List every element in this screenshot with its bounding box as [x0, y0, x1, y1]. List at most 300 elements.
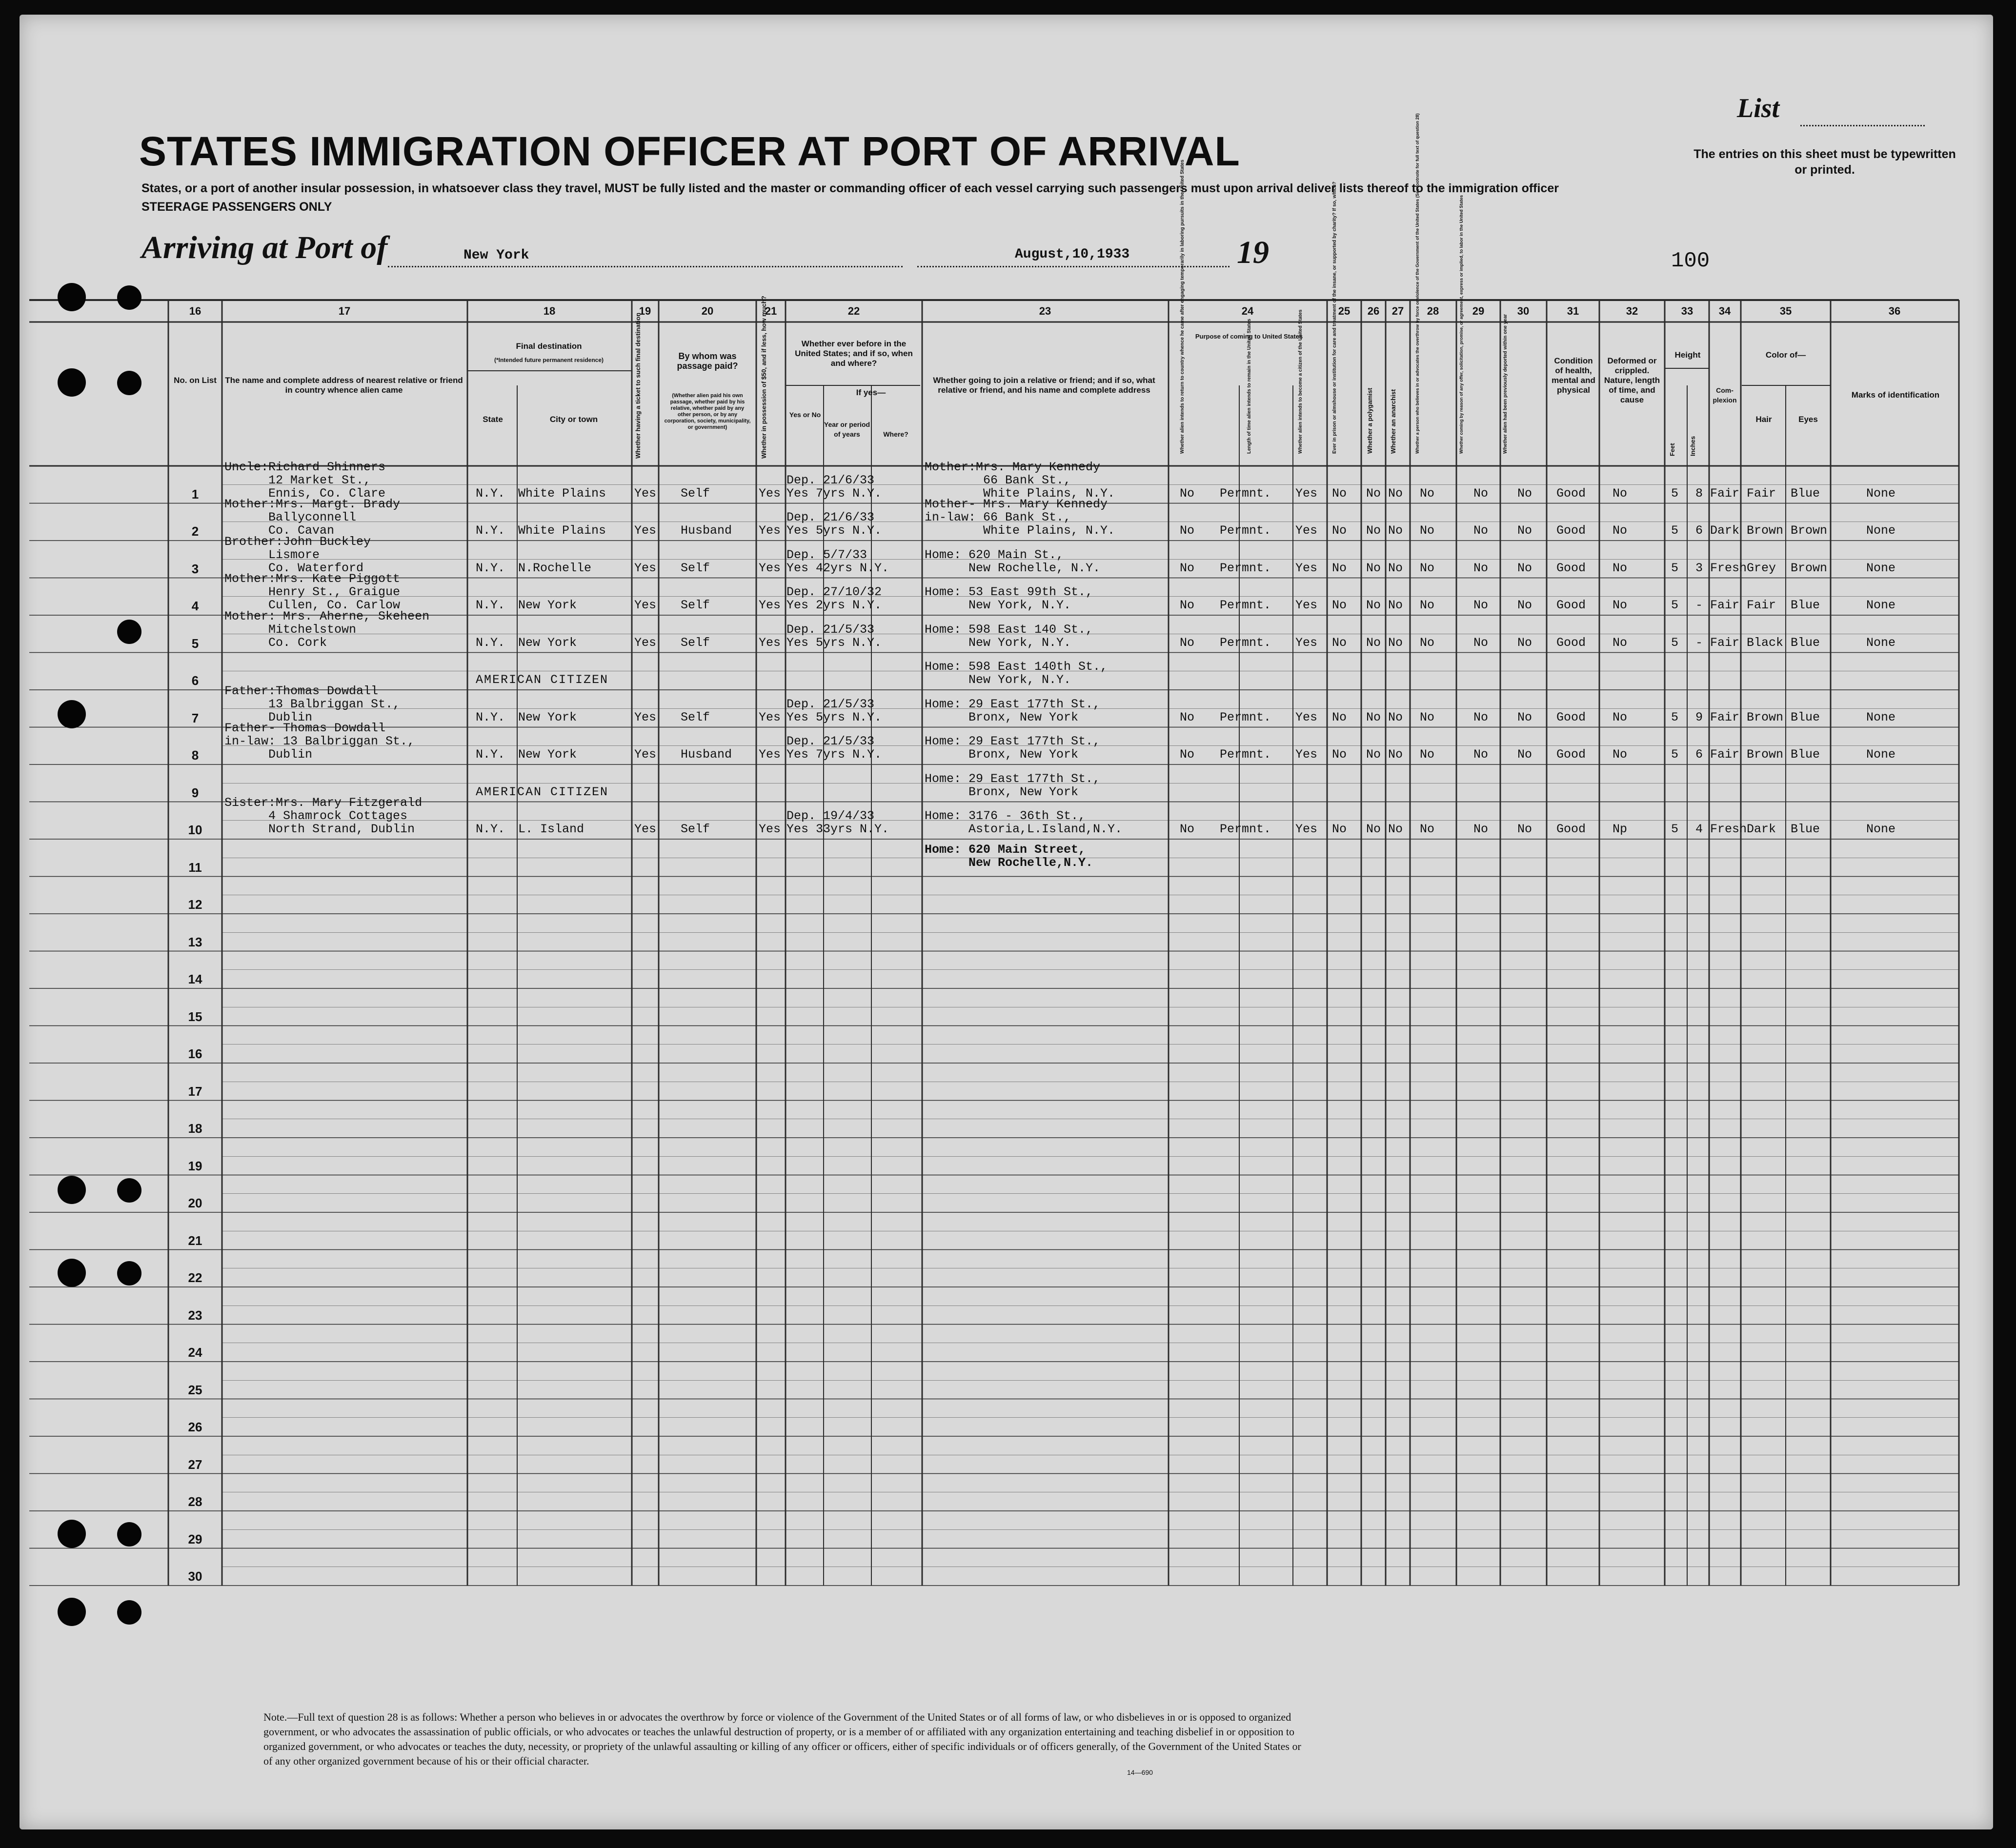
city-cell: L. Island	[518, 822, 585, 836]
citizen-intent-cell: Yes	[1295, 486, 1318, 501]
q29-cell: No	[1473, 486, 1489, 501]
joining-cell: Home: 598 East 140 St., New York, N.Y.	[925, 622, 1093, 650]
relative-cell: Uncle:Richard Shinners 12 Market St., Ennis, Co. Clare	[224, 460, 386, 501]
state-cell: N.Y.	[476, 598, 505, 612]
q29-cell: No	[1473, 710, 1489, 724]
row-number: 4	[191, 599, 199, 613]
marks-cell: None	[1866, 635, 1896, 650]
city-cell: White Plains	[518, 523, 606, 538]
header-feet: Feet	[1669, 443, 1676, 456]
prison-cell: No	[1332, 561, 1347, 575]
row-number: 20	[188, 1196, 202, 1210]
marks-cell: None	[1866, 822, 1896, 836]
complexion-cell: Fair	[1710, 486, 1740, 501]
column-number: 23	[1039, 305, 1051, 317]
column-number: 18	[543, 305, 556, 317]
inches-cell: -	[1695, 598, 1703, 612]
state-cell: N.Y.	[476, 561, 505, 575]
return-cell: No	[1180, 635, 1195, 650]
header-passage-paid: By whom was passage paid?	[677, 351, 738, 371]
state-cell: N.Y.	[476, 523, 505, 538]
column-number: 30	[1517, 305, 1530, 317]
header-where: Where?	[883, 430, 908, 438]
arriving-label: Arriving at Port of	[141, 230, 388, 265]
inches-cell: 8	[1695, 486, 1703, 501]
punch-hole	[58, 1259, 86, 1287]
ticket-cell: Yes	[634, 523, 657, 538]
header-city: City or town	[549, 415, 598, 424]
class-line: STEERAGE PASSENGERS ONLY	[141, 200, 332, 214]
header-if-yes: If yes—	[856, 388, 886, 397]
punch-hole	[117, 1261, 141, 1286]
return-cell: No	[1180, 523, 1195, 538]
feet-cell: 5	[1671, 710, 1679, 724]
before-cell: Dep. 21/5/33 Yes 5yrs N.Y.	[786, 622, 882, 650]
row-number: 13	[188, 934, 202, 949]
health-cell: Good	[1556, 523, 1586, 538]
port-value: New York	[464, 248, 529, 263]
health-cell: Good	[1556, 747, 1586, 762]
row-number: 26	[188, 1420, 202, 1434]
inches-cell: -	[1695, 635, 1703, 650]
feet-cell: 5	[1671, 486, 1679, 501]
marks-cell: None	[1866, 747, 1896, 762]
q28-cell: No	[1420, 635, 1435, 650]
header-deformed: Deformed or crippled. Nature, length of time, and cause	[1604, 356, 1660, 404]
deformed-cell: No	[1613, 561, 1628, 575]
passage-paid-cell: Self	[681, 710, 710, 724]
row-number: 7	[191, 710, 199, 725]
column-number: 19	[639, 305, 651, 317]
complexion-cell: Fair	[1710, 747, 1740, 762]
punch-hole	[58, 283, 86, 311]
q28-cell: No	[1420, 523, 1435, 538]
eyes-cell: Brown	[1791, 523, 1828, 538]
row-number: 21	[188, 1233, 202, 1248]
header-final-destination-note: (*Intended future permanent residence)	[494, 357, 604, 363]
row-number: 29	[188, 1531, 202, 1547]
hair-cell: Brown	[1747, 747, 1784, 762]
city-cell: N.Rochelle	[518, 561, 592, 575]
hair-cell: Brown	[1747, 523, 1784, 538]
feet-cell: 5	[1671, 523, 1679, 538]
row-number: 19	[188, 1158, 202, 1173]
punch-hole	[117, 371, 141, 395]
punch-hole	[117, 1600, 141, 1625]
header-eyes: Eyes	[1798, 415, 1818, 424]
state-cell: N.Y.	[476, 635, 505, 650]
relative-cell: Mother:Mrs. Kate Piggott Henry St., Graigue Cullen, Co. Carlow	[224, 572, 401, 612]
ticket-cell: Yes	[634, 747, 657, 762]
city-cell: New York	[518, 710, 577, 724]
joining-cell: Mother- Mrs. Mary Kennedy in-law: 66 Bank St., White Plains, N.Y.	[925, 497, 1115, 538]
marks-cell: None	[1866, 710, 1896, 724]
length-stay-cell: Permnt.	[1220, 598, 1271, 612]
health-cell: Good	[1556, 710, 1586, 724]
row-number: 6	[191, 673, 199, 688]
q30-cell: No	[1517, 747, 1532, 762]
prison-cell: No	[1332, 486, 1347, 501]
form-number: 14—690	[1127, 1768, 1153, 1776]
marks-cell: None	[1866, 523, 1896, 538]
citizen-intent-cell: Yes	[1295, 523, 1318, 538]
polygamist-cell: No	[1366, 598, 1381, 612]
column-number: 24	[1241, 305, 1254, 317]
joining-cell: Home: 29 East 177th St., Bronx, New York	[925, 734, 1101, 762]
feet-cell: 5	[1671, 561, 1679, 575]
health-cell: Good	[1556, 598, 1586, 612]
money-cell: Yes	[759, 822, 781, 836]
polygamist-cell: No	[1366, 486, 1381, 501]
row-number: 2	[191, 524, 199, 539]
header-money: Whether in possession of $50, and if less, how much?	[760, 296, 767, 459]
prison-cell: No	[1332, 523, 1347, 538]
prison-cell: No	[1332, 635, 1347, 650]
punch-hole	[58, 1520, 86, 1548]
passage-paid-cell: Self	[681, 822, 710, 836]
polygamist-cell: No	[1366, 822, 1381, 836]
anarchist-cell: No	[1388, 822, 1403, 836]
row-number: 5	[191, 636, 199, 651]
prison-cell: No	[1332, 598, 1347, 612]
joining-cell: Home: 53 East 99th St., New York, N.Y.	[925, 585, 1093, 612]
row-number: 12	[188, 897, 202, 912]
length-stay-cell: Permnt.	[1220, 635, 1271, 650]
length-stay-cell: Permnt.	[1220, 747, 1271, 762]
punch-hole	[117, 285, 141, 310]
anarchist-cell: No	[1388, 523, 1403, 538]
column-number: 28	[1427, 305, 1439, 317]
anarchist-cell: No	[1388, 561, 1403, 575]
feet-cell: 5	[1671, 822, 1679, 836]
q28-cell: No	[1420, 598, 1435, 612]
relative-cell: Mother:Mrs. Margt. Brady Ballyconnell Co. Cavan	[224, 497, 401, 538]
city-cell: New York	[518, 635, 577, 650]
anarchist-cell: No	[1388, 598, 1403, 612]
citizen-intent-cell: Yes	[1295, 635, 1318, 650]
length-stay-cell: Permnt.	[1220, 822, 1271, 836]
q30-cell: No	[1517, 561, 1532, 575]
length-stay-cell: Permnt.	[1220, 523, 1271, 538]
joining-cell: Home: 598 East 140th St., New York, N.Y.	[925, 660, 1108, 687]
typewritten-note: The entries on this sheet must be typewritten or printed.	[1693, 147, 1956, 177]
hair-cell: Fair	[1747, 598, 1776, 612]
footnote-question-28: Note.—Full text of question 28 is as follows: Whether a person who believes in or advocates the overthrow by force or violence of the Government of the United States or of all forms of law, or who disbelieves in or is opposed to organized government, or who advocates the assassination of public officials, or who advocates or teaches the unlawful destruction of property, or is a member of or affiliated with any organization entertaining and teaching disbelief in or opposition to organized government, or who advocates or teaches the duty, necessity, or propriety of the unlawful assaulting or killing of any officer or officers, either of specific individuals or of officers generally, of the Government of the United States or of any other organized government because of his or their official character.	[263, 1711, 1301, 1767]
eyes-cell: Blue	[1791, 486, 1820, 501]
relative-cell: Father:Thomas Dowdall 13 Balbriggan St., Dublin	[224, 683, 401, 724]
joining-cell: Home: 29 East 177th St., Bronx, New York	[925, 771, 1101, 799]
citizen-intent-cell: Yes	[1295, 747, 1318, 762]
prison-cell: No	[1332, 710, 1347, 724]
row-number: 30	[188, 1569, 202, 1584]
before-cell: Dep. 27/10/32 Yes 2yrs N.Y.	[786, 585, 882, 612]
inches-cell: 9	[1695, 710, 1703, 724]
ticket-cell: Yes	[634, 822, 657, 836]
inches-cell: 6	[1695, 523, 1703, 538]
deformed-cell: No	[1613, 710, 1628, 724]
eyes-cell: Blue	[1791, 635, 1820, 650]
header-before-us: Whether ever before in the United States; and if so, when and where?	[795, 339, 913, 368]
polygamist-cell: No	[1366, 523, 1381, 538]
polygamist-cell: No	[1366, 635, 1381, 650]
row-number: 14	[188, 972, 202, 986]
header-prison	[1332, 341, 1337, 454]
row-number: 18	[188, 1121, 202, 1136]
header-q28	[1415, 337, 1420, 454]
header-q29	[1459, 337, 1464, 454]
eyes-cell: Blue	[1791, 747, 1820, 762]
q29-cell: No	[1473, 523, 1489, 538]
list-label: List	[1737, 93, 1780, 123]
ticket-cell: Yes	[634, 710, 657, 724]
joining-cell: Home: 620 Main St., New Rochelle, N.Y.	[925, 547, 1101, 575]
q29-cell: No	[1473, 635, 1489, 650]
deformed-cell: No	[1613, 747, 1628, 762]
q28-cell: No	[1420, 561, 1435, 575]
anarchist-cell: No	[1388, 747, 1403, 762]
row-number: 3	[191, 561, 199, 576]
city-cell: White Plains	[518, 486, 606, 501]
citizen-intent-cell: Yes	[1295, 561, 1318, 575]
header-purpose-c: Whether alien intends to become a citizen of the United States	[1298, 309, 1303, 454]
complexion-cell: Fair	[1710, 710, 1740, 724]
column-number: 32	[1626, 305, 1638, 317]
q28-cell: No	[1420, 486, 1435, 501]
anarchist-cell: No	[1388, 710, 1403, 724]
q28-cell: No	[1420, 747, 1435, 762]
hair-cell: Grey	[1747, 561, 1776, 575]
state-cell: N.Y.	[476, 747, 505, 762]
hair-cell: Dark	[1747, 822, 1776, 836]
page-title: STATES IMMIGRATION OFFICER AT PORT OF ARRIVAL	[139, 128, 1240, 174]
relative-cell: Sister:Mrs. Mary Fitzgerald 4 Shamrock Cottages North Strand, Dublin	[224, 796, 423, 836]
header-complexion: Com-plexion	[1713, 386, 1737, 404]
row-number: 10	[188, 823, 202, 837]
header-passage-note: (Whether alien paid his own passage, whether paid by his relative, whether paid by any other person, or by any corporation, society, municipality, or government)	[664, 393, 751, 430]
polygamist-cell: No	[1366, 561, 1381, 575]
hair-cell: Black	[1747, 635, 1784, 650]
column-number: 27	[1391, 305, 1404, 317]
relative-cell: Mother: Mrs. Aherne, Skeheen Mitchelstown Co. Cork	[224, 609, 430, 650]
punch-hole	[117, 1522, 141, 1547]
deformed-cell: Np	[1613, 822, 1628, 836]
complexion-cell: Fresh	[1710, 561, 1747, 575]
row-number: 15	[188, 1009, 202, 1024]
deformed-cell: No	[1613, 635, 1628, 650]
row-number: 28	[188, 1494, 202, 1509]
anarchist-cell: No	[1388, 635, 1403, 650]
header-no-on-list: No. on List	[174, 376, 217, 385]
ticket-cell: Yes	[634, 561, 657, 575]
inches-cell: 4	[1695, 822, 1703, 836]
eyes-cell: Blue	[1791, 710, 1820, 724]
length-stay-cell: Permnt.	[1220, 561, 1271, 575]
passage-paid-cell: Husband	[681, 523, 732, 538]
column-number: 34	[1718, 305, 1731, 317]
marks-cell: None	[1866, 486, 1896, 501]
before-cell: Dep. 5/7/33 Yes 42yrs N.Y.	[786, 547, 889, 575]
header-polygamist: Whether a polygamist	[1366, 387, 1373, 454]
complexion-cell: Dark	[1710, 523, 1740, 538]
ticket-cell: Yes	[634, 635, 657, 650]
column-number: 17	[338, 305, 351, 317]
punch-hole	[58, 700, 86, 728]
column-number: 20	[701, 305, 714, 317]
q30-cell: No	[1517, 598, 1532, 612]
city-cell: New York	[518, 598, 577, 612]
century-label: 19	[1237, 235, 1269, 270]
header-anarchist: Whether an anarchist	[1390, 389, 1397, 454]
header-state: State	[483, 415, 503, 424]
complexion-cell: Fresh	[1710, 822, 1747, 836]
health-cell: Good	[1556, 561, 1586, 575]
header-q30: Whether alien had been previously deported within one year	[1503, 314, 1508, 454]
return-cell: No	[1180, 822, 1195, 836]
eyes-cell: Blue	[1791, 598, 1820, 612]
length-stay-cell: Permnt.	[1220, 710, 1271, 724]
q30-cell: No	[1517, 710, 1532, 724]
money-cell: Yes	[759, 523, 781, 538]
health-cell: Good	[1556, 822, 1586, 836]
return-cell: No	[1180, 561, 1195, 575]
q29-cell: No	[1473, 561, 1489, 575]
row-number: 23	[188, 1307, 202, 1323]
row-number: 24	[188, 1345, 202, 1360]
header-yes-no: Yes or No	[789, 411, 821, 419]
feet-cell: 5	[1671, 598, 1679, 612]
money-cell: Yes	[759, 486, 781, 501]
joining-cell: Home: 3176 - 36th St., Astoria,L.Island,N.Y.	[925, 809, 1123, 836]
q29-cell: No	[1473, 598, 1489, 612]
prison-cell: No	[1332, 822, 1347, 836]
q30-cell: No	[1517, 635, 1532, 650]
money-cell: Yes	[759, 561, 781, 575]
row-number: 1	[191, 486, 199, 502]
column-number: 29	[1472, 305, 1485, 317]
return-cell: No	[1180, 747, 1195, 762]
header-purpose: Purpose of coming to United States	[1195, 333, 1303, 340]
passage-paid-cell: Self	[681, 486, 710, 501]
column-number: 33	[1681, 305, 1693, 317]
date-value: August,10,1933	[1015, 247, 1130, 262]
row-number: 27	[188, 1457, 202, 1472]
column-number: 22	[847, 305, 860, 317]
state-cell: N.Y.	[476, 486, 505, 501]
header-health: Condition of health, mental and physical	[1552, 356, 1595, 395]
header-purpose-b: Length of time alien intends to remain in the United States	[1247, 319, 1252, 454]
passage-paid-cell: Self	[681, 635, 710, 650]
column-number: 36	[1888, 305, 1901, 317]
money-cell: Yes	[759, 598, 781, 612]
passage-paid-cell: Self	[681, 598, 710, 612]
state-cell: N.Y.	[476, 710, 505, 724]
row-number: 9	[191, 785, 199, 800]
before-cell: Dep. 21/6/33 Yes 7yrs N.Y.	[786, 473, 882, 501]
header-inches: Inches	[1689, 436, 1696, 456]
state-cell: AMERICAN CITIZEN	[476, 784, 609, 799]
punch-hole	[117, 1178, 141, 1203]
punch-hole	[58, 1176, 86, 1204]
length-stay-cell: Permnt.	[1220, 486, 1271, 501]
row-number: 17	[188, 1084, 202, 1099]
deformed-cell: No	[1613, 523, 1628, 538]
inches-cell: 3	[1695, 561, 1703, 575]
polygamist-cell: No	[1366, 710, 1381, 724]
joining-cell: Mother:Mrs. Mary Kennedy 66 Bank St., White Plains, N.Y.	[925, 460, 1115, 501]
hair-cell: Brown	[1747, 710, 1784, 724]
health-cell: Good	[1556, 486, 1586, 501]
return-cell: No	[1180, 486, 1195, 501]
header-height: Height	[1674, 350, 1701, 360]
deformed-cell: No	[1613, 598, 1628, 612]
column-number: 16	[189, 305, 202, 317]
header-color-of: Color of—	[1765, 350, 1806, 360]
deformed-cell: No	[1613, 486, 1628, 501]
row-number: 22	[188, 1270, 202, 1285]
hair-cell: Fair	[1747, 486, 1776, 501]
money-cell: Yes	[759, 710, 781, 724]
return-cell: No	[1180, 710, 1195, 724]
ticket-cell: Yes	[634, 598, 657, 612]
column-number: 31	[1567, 305, 1579, 317]
money-cell: Yes	[759, 635, 781, 650]
q28-cell: No	[1420, 822, 1435, 836]
feet-cell: 5	[1671, 747, 1679, 762]
q30-cell: No	[1517, 486, 1532, 501]
row-number: 25	[188, 1382, 202, 1397]
before-cell: Dep. 21/5/33 Yes 5yrs N.Y.	[786, 697, 882, 724]
column-number: 21	[765, 305, 777, 317]
marks-cell: None	[1866, 598, 1896, 612]
complexion-cell: Fair	[1710, 598, 1740, 612]
before-cell: Dep. 19/4/33 Yes 33yrs N.Y.	[786, 809, 889, 836]
money-cell: Yes	[759, 747, 781, 762]
inches-cell: 6	[1695, 747, 1703, 762]
passage-paid-cell: Husband	[681, 747, 732, 762]
city-cell: New York	[518, 747, 577, 762]
q30-cell: No	[1517, 822, 1532, 836]
state-cell: AMERICAN CITIZEN	[476, 673, 609, 687]
column-number: 35	[1779, 305, 1792, 317]
complexion-cell: Fair	[1710, 635, 1740, 650]
row-number: 8	[191, 748, 199, 763]
citizen-intent-cell: Yes	[1295, 710, 1318, 724]
q28-cell: No	[1420, 710, 1435, 724]
header-marks: Marks of identification	[1851, 390, 1940, 400]
header-hair: Hair	[1755, 415, 1772, 424]
before-cell: Dep. 21/6/33 Yes 5yrs N.Y.	[786, 510, 882, 538]
relative-cell: Brother:John Buckley Lismore Co. Waterford	[224, 534, 371, 575]
punch-hole	[58, 368, 86, 397]
header-relative-abroad: The name and complete address of nearest relative or friend in country whence alien came	[225, 376, 463, 395]
row-number: 16	[188, 1046, 202, 1061]
q29-cell: No	[1473, 747, 1489, 762]
citizen-intent-cell: Yes	[1295, 598, 1318, 612]
row-number: 11	[188, 860, 202, 875]
punch-hole	[117, 620, 141, 644]
q29-cell: No	[1473, 822, 1489, 836]
return-cell: No	[1180, 598, 1195, 612]
marks-cell: None	[1866, 561, 1896, 575]
header-final-destination: Final destination	[516, 341, 582, 351]
header-ticket: Whether having a ticket to such final destination	[634, 312, 642, 459]
citizen-intent-cell: Yes	[1295, 822, 1318, 836]
eyes-cell: Brown	[1791, 561, 1828, 575]
punch-hole	[58, 1598, 86, 1626]
ticket-cell: Yes	[634, 486, 657, 501]
joining-cell: Home: 29 East 177th St., Bronx, New York	[925, 697, 1101, 724]
q30-cell: No	[1517, 523, 1532, 538]
